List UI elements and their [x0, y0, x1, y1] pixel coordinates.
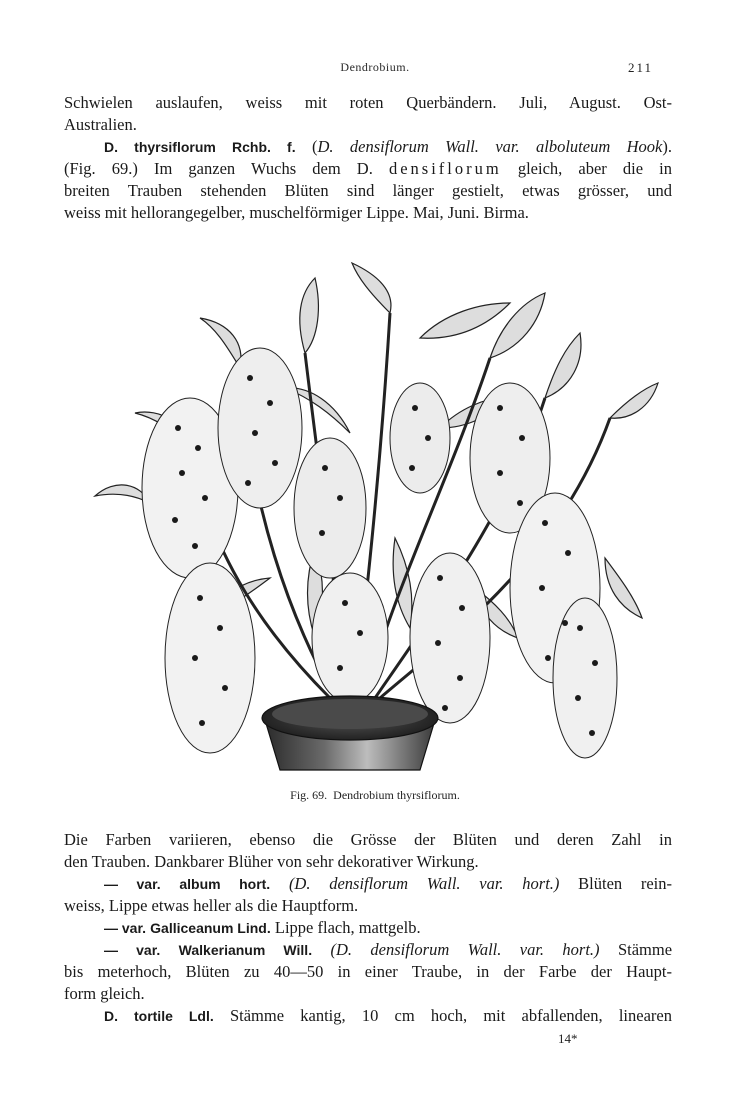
figure-number: Fig. 69. [290, 788, 328, 802]
text-line [64, 939, 672, 961]
page-number: 211 [628, 60, 654, 75]
orchid-illustration [90, 258, 660, 778]
text-line [64, 136, 672, 158]
text-run: (Fig. 69.) Im ganzen Wuchs dem D. [64, 159, 373, 178]
paragraph-thyrsiflorum [64, 136, 672, 224]
variety-dash: — var. [104, 876, 161, 892]
paragraph-farben [64, 829, 672, 873]
text-run: Blüten rein- [578, 874, 673, 893]
variety-dash: — var. [104, 942, 161, 958]
variety-galliceanum [64, 917, 672, 939]
text-run: gleich, aber die in [517, 159, 673, 178]
paren: ( [312, 137, 318, 156]
paragraph-tortile [64, 1005, 672, 1027]
synonym: (D. densiflorum Wall. var. hort.) [330, 940, 600, 959]
synonym: (D. densiflorum Wall. var. hort.) [288, 874, 560, 893]
variety-name: Galliceanum Lind. [150, 920, 271, 936]
text-line: breiten Trauben stehenden Blüten sind länger gestielt, etwas grösser, und [64, 181, 672, 200]
text-line [64, 917, 672, 939]
text-run: Stämme [617, 940, 673, 959]
text-line: bis meterhoch, Blüten zu 40—50 in einer Traube, in der Farbe der Haupt- [64, 962, 672, 981]
text-line: weiss mit hellorangegelber, muschelförmiger Lippe. Mai, Juni. Birma. [64, 203, 529, 222]
paren: ). [662, 137, 673, 156]
text-line: form gleich. [64, 984, 145, 1003]
variety-album [64, 873, 672, 917]
species-name: D. tortile Ldl. [104, 1008, 214, 1024]
text-line [64, 873, 672, 895]
text-line [64, 158, 672, 180]
text-run: Stämme kantig, 10 cm hoch, mit abfallenden, linearen [229, 1006, 672, 1025]
spaced-text: densiflorum [388, 159, 502, 178]
paragraph-ost-australien [64, 92, 672, 136]
text-line: den Trauben. Dankbarer Blüher von sehr dekorativer Wirkung. [64, 852, 479, 871]
variety-name: Walkerianum Will. [178, 942, 313, 958]
running-title: Dendrobium. [340, 60, 410, 74]
flower-pot [262, 696, 438, 770]
figure-caption [0, 788, 750, 803]
text-line [64, 1005, 672, 1027]
text-line: Schwielen auslaufen, weiss mit roten Querbändern. Juli, August. Ost- [64, 93, 672, 112]
species-name: D. thyrsiflorum Rchb. f. [104, 139, 296, 155]
variety-dash: — var. [104, 920, 147, 936]
variety-walkerianum [64, 939, 672, 1005]
text-line: Australien. [64, 115, 137, 134]
signature-mark: 14* [558, 1031, 578, 1046]
text-line: Die Farben variieren, ebenso die Grösse der Blüten und deren Zahl in [64, 830, 672, 849]
text-run: Lippe flach, mattgelb. [274, 918, 421, 937]
synonym: D. densiflorum Wall. var. alboluteum Hook [317, 137, 663, 156]
text-line: weiss, Lippe etwas heller als die Hauptform. [64, 896, 359, 915]
variety-name: album hort. [179, 876, 271, 892]
figure-title: Dendrobium thyrsiflorum. [333, 788, 460, 802]
